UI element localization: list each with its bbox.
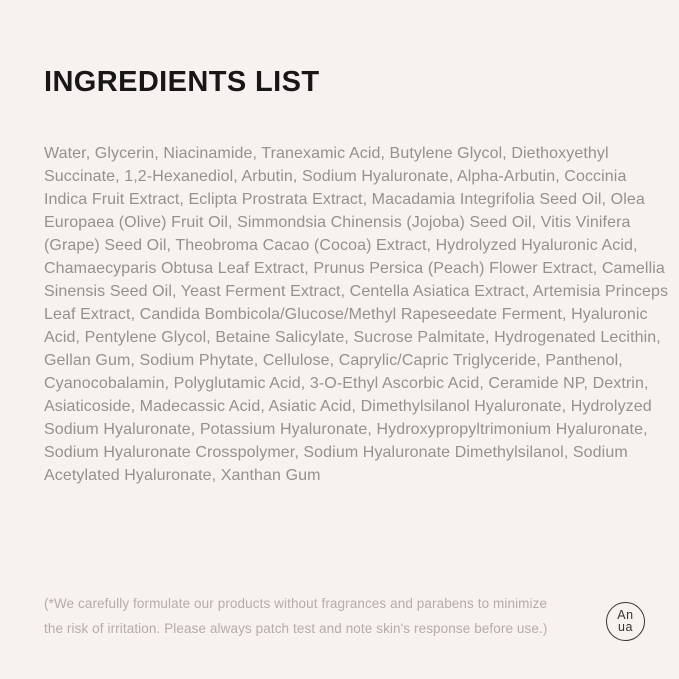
disclaimer-footnote: [44, 591, 604, 641]
ingredient-line: Water, Glycerin, Niacinamide, Tranexamic Acid, Butylene Glycol, Diethoxyethyl: [44, 145, 609, 162]
ingredient-line: Cyanocobalamin, Polyglutamic Acid, 3-O-Ethyl Ascorbic Acid, Ceramide NP, Dextrin,: [44, 375, 649, 392]
footnote-line: the risk of irritation. Please always patch test and note skin's response before use.): [44, 621, 548, 636]
ingredients-paragraph: [44, 142, 669, 487]
ingredient-line: Succinate, 1,2-Hexanediol, Arbutin, Sodium Hyaluronate, Alpha-Arbutin, Coccinia: [44, 168, 627, 185]
brand-logo-text: An: [617, 608, 634, 622]
ingredient-line: Sinensis Seed Oil, Yeast Ferment Extract, Centella Asiatica Extract, Artemisia Princeps: [44, 283, 669, 300]
footnote-line: (*We carefully formulate our products without fragrances and parabens to minimize: [44, 596, 548, 611]
ingredient-line: Gellan Gum, Sodium Phytate, Cellulose, Caprylic/Capric Triglyceride, Panthenol,: [44, 352, 623, 369]
ingredient-line: Acid, Pentylene Glycol, Betaine Salicylate, Sucrose Palmitate, Hydrogenated Lecithin,: [44, 329, 661, 346]
ingredient-line: Sodium Hyaluronate, Potassium Hyaluronate, Hydroxypropyltrimonium Hyaluronate,: [44, 421, 648, 438]
ingredient-line: Europaea (Olive) Fruit Oil, Simmondsia Chinensis (Jojoba) Seed Oil, Vitis Vinifera: [44, 214, 631, 231]
ingredient-line: Acetylated Hyaluronate, Xanthan Gum: [44, 467, 321, 484]
page-title: INGREDIENTS LIST: [44, 66, 320, 99]
ingredient-line: Indica Fruit Extract, Eclipta Prostrata Extract, Macadamia Integrifolia Seed Oil, Olea: [44, 191, 645, 208]
anua-brand-logo: [606, 602, 645, 641]
ingredient-line: Asiaticoside, Madecassic Acid, Asiatic Acid, Dimethylsilanol Hyaluronate, Hydrolyzed: [44, 398, 652, 415]
ingredient-line: Sodium Hyaluronate Crosspolymer, Sodium Hyaluronate Dimethylsilanol, Sodium: [44, 444, 628, 461]
ingredient-line: (Grape) Seed Oil, Theobroma Cacao (Cocoa) Extract, Hydrolyzed Hyaluronic Acid,: [44, 237, 638, 254]
brand-logo-text: ua: [617, 619, 634, 634]
ingredient-line: Chamaecyparis Obtusa Leaf Extract, Prunus Persica (Peach) Flower Extract, Camellia: [44, 260, 665, 277]
ingredient-line: Leaf Extract, Candida Bombicola/Glucose/Methyl Rapeseedate Ferment, Hyaluronic: [44, 306, 648, 323]
